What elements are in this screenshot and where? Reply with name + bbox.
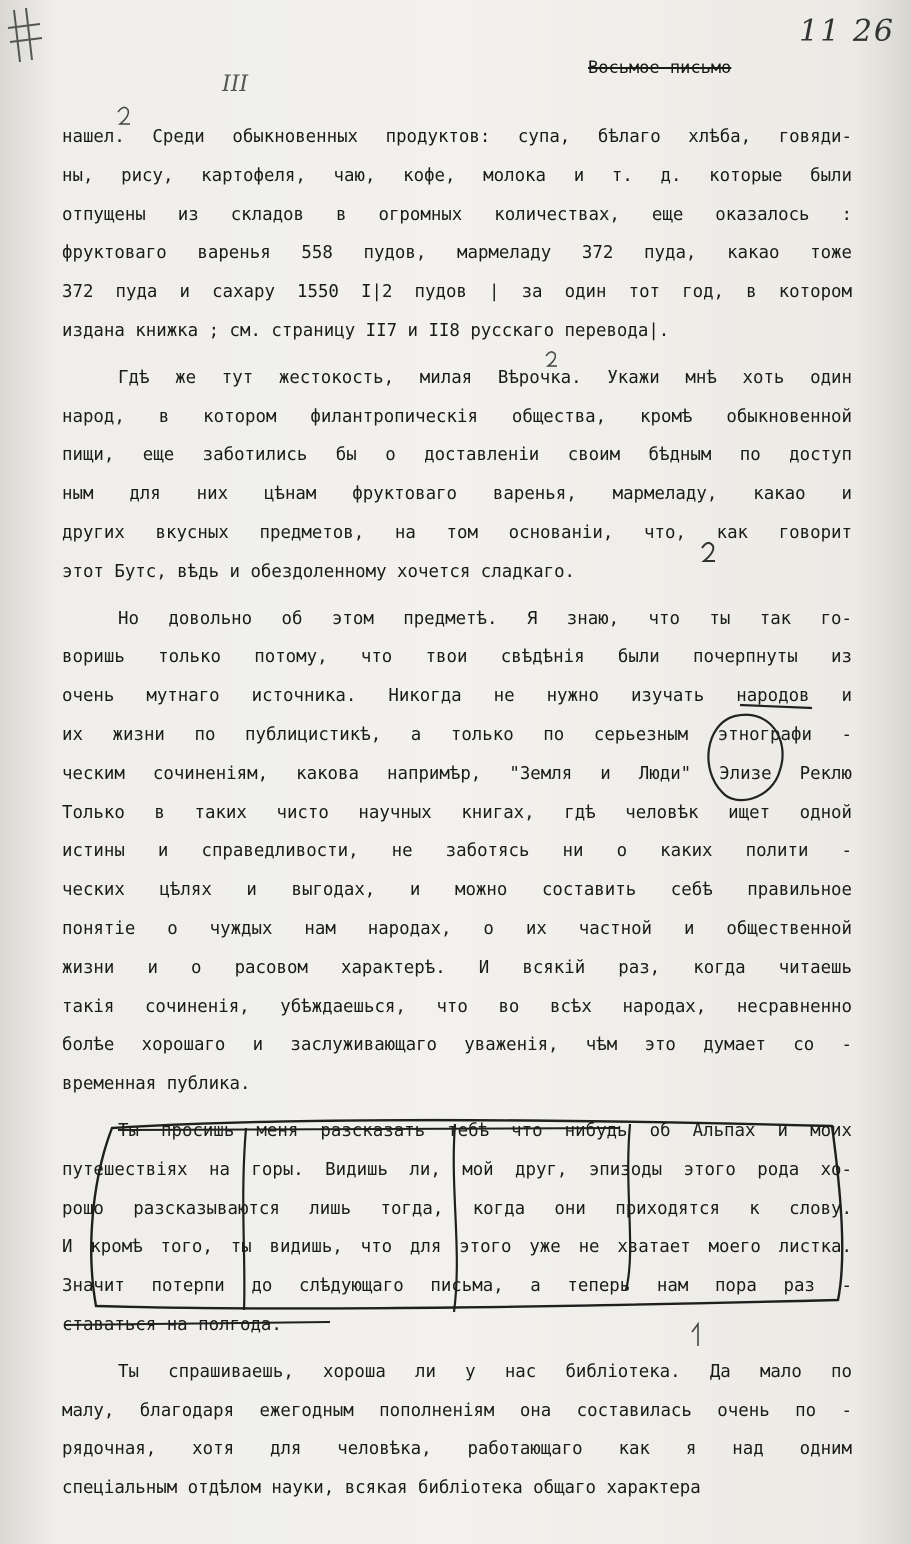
text-line: Только в таких чисто научных книгах, гдѣ человѣк ищет одной	[62, 802, 852, 823]
text-line: издана книжка ; см. страницу II7 и II8 русскаго перевода|.	[62, 320, 670, 341]
letter-header	[588, 58, 731, 78]
text-line: ны, рису, картофеля, чаю, кофе, молока и т. д. которые были	[62, 165, 852, 186]
text-line: очень мутнаго источника. Никогда не нужно изучать народов и	[62, 686, 852, 707]
text-line: Значит потерпи до слѣдующаго письма, а теперь нам пора раз -	[62, 1276, 852, 1297]
text-line: временная публика.	[62, 1074, 251, 1095]
text-line: отпущены из складов в огромных количествах, еще оказалось :	[62, 204, 852, 225]
text-line: малу, благодаря ежегодным пополненiям она составилась очень по -	[62, 1400, 852, 1421]
paragraph-gap	[62, 351, 852, 359]
header-text: Восьмое письмо	[588, 58, 732, 78]
text-line: Но довольно об этом предметѣ. Я знаю, что ты так го-	[118, 608, 852, 629]
text-line: пищи, еще заботились бы о доставленiи своим бѣдным по доступ	[62, 445, 852, 466]
text-line: болѣе хорошаго и заслуживающаго уваженiя, чѣм это думает со -	[62, 1035, 852, 1056]
text-line: ческим сочиненiям, какова напримѣр, "Земля и Люди" Элизе Реклю	[62, 763, 852, 784]
text-line: этот Бутс, вѣдь и обездоленному хочется сладкаго.	[62, 561, 576, 582]
text-line: народ, в котором филантропическiя общества, кромѣ обыкновенной	[62, 406, 852, 427]
roman-numeral: III	[222, 72, 249, 97]
text-line: Ты просишь меня разсказать тебѣ что нибудь об Альпах и моих	[118, 1120, 852, 1141]
text-line: путешествiях на горы. Видишь ли, мой друг, эпизоды этого рода хо-	[62, 1159, 852, 1180]
body-text	[62, 118, 852, 1508]
corner-scribble-mark	[6, 6, 46, 66]
text-line: Гдѣ же тут жестокость, милая Вѣрочка. Укажи мнѣ хоть один	[118, 367, 852, 388]
text-line: ставаться на полгода.	[62, 1314, 282, 1335]
text-line: их жизни по публицистикѣ, а только по серьезным этнографи -	[62, 724, 852, 745]
text-line: ческих цѣлях и выгодах, и можно составить себѣ правильное	[62, 880, 852, 901]
page-number: 11 26	[799, 14, 895, 49]
text-line: рядочная, хотя для человѣка, работающаго как я над одним	[62, 1439, 852, 1460]
text-line: рошо разсказываются лишь тогда, когда они приходятся к слову.	[62, 1198, 852, 1219]
text-line: 372 пуда и сахару 1550 I|2 пудов | за один тот год, в котором	[62, 282, 852, 303]
text-line: жизни и о расовом характерѣ. И всякiй раз, когда читаешь	[62, 957, 852, 978]
text-line: спецiальным отдѣлом науки, всякая библiотека общаго характера	[62, 1478, 701, 1499]
text-line: ным для них цѣнам фруктоваго варенья, мармеладу, какао и	[62, 484, 852, 505]
text-line: других вкусных предметов, на том основанiи, что, как говорит	[62, 522, 852, 543]
paragraph-gap	[62, 1104, 852, 1112]
text-line: истины и справедливости, не заботясь ни о каких полити -	[62, 841, 852, 862]
text-line: воришь только потому, что твои свѣдѣнiя были почерпнуты из	[62, 647, 852, 668]
text-line: такiя сочиненiя, убѣждаешься, что во всѣх народах, несравненно	[62, 996, 852, 1017]
text-line: фруктоваго варенья 558 пудов, мармеладу 372 пуда, какао тоже	[62, 243, 852, 264]
paragraph-gap	[62, 592, 852, 600]
text-line: И кромѣ того, ты видишь, что для этого уже не хватает моего листка.	[62, 1237, 852, 1258]
text-line: Ты спрашиваешь, хороша ли у нас библiотека. Да мало по	[118, 1361, 852, 1382]
paragraph-gap	[62, 1345, 852, 1353]
text-line: понятiе о чуждых нам народах, о их частной и общественной	[62, 918, 852, 939]
text-line: нашел. Среди обыкновенных продуктов: супа, бѣлаго хлѣба, говяди-	[62, 127, 852, 147]
